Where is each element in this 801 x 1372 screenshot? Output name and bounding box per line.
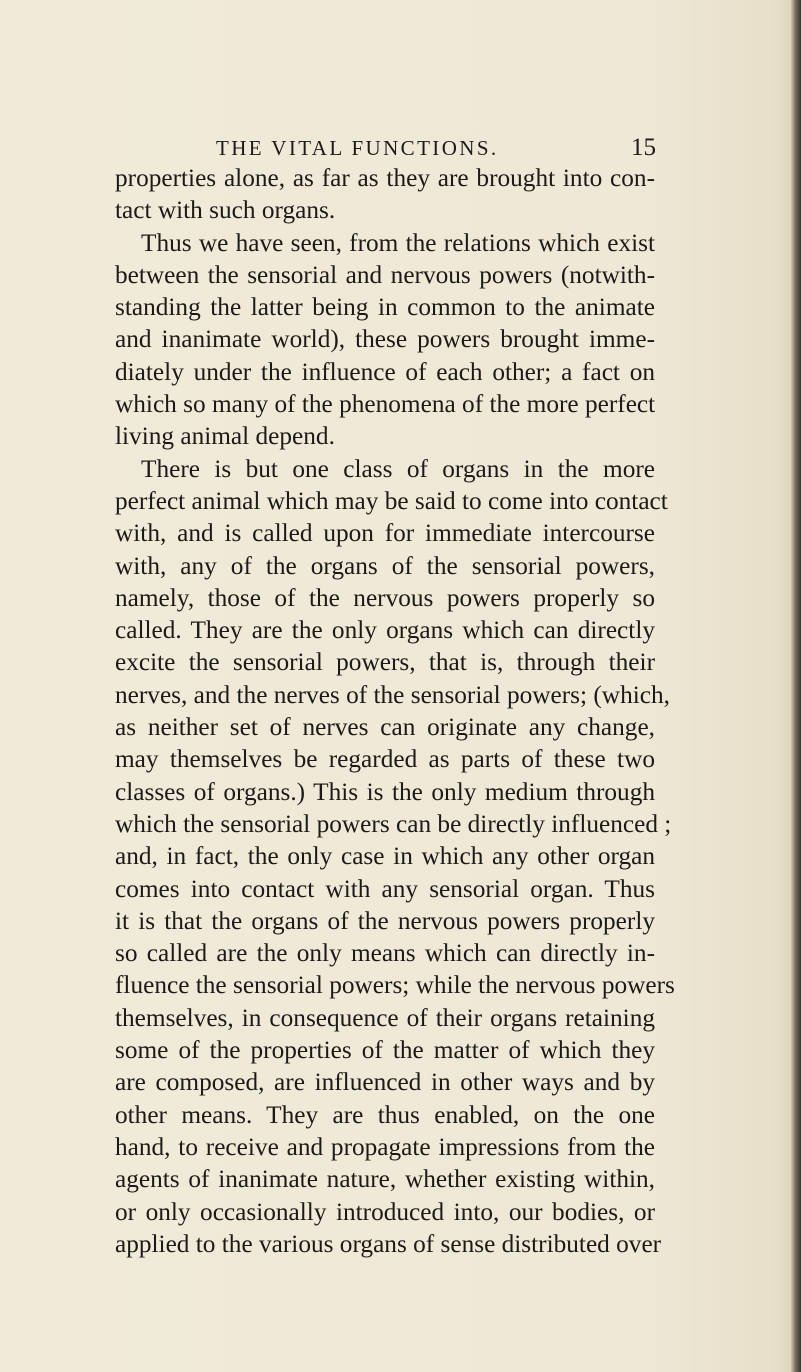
text-line: agents of inanimate nature, whether existing within, bbox=[115, 1165, 655, 1194]
text-line: other means. They are thus enabled, on the one bbox=[115, 1100, 655, 1129]
page-edge-shadow bbox=[791, 0, 801, 1372]
text-line: may themselves be regarded as parts of these two bbox=[115, 745, 655, 774]
text-line: it is that the organs of the nervous powers properly bbox=[115, 906, 655, 935]
text-line: or only occasionally introduced into, our bodies, or bbox=[115, 1197, 655, 1226]
text-line: and, in fact, the only case in which any other organ bbox=[115, 842, 655, 871]
text-line: with, and is called upon for immediate intercourse bbox=[115, 519, 655, 548]
text-line: with, any of the organs of the sensorial powers, bbox=[115, 551, 655, 580]
text-line: classes of organs.) This is the only medium through bbox=[115, 777, 655, 806]
text-line: between the sensorial and nervous powers (notwith- bbox=[115, 260, 655, 289]
text-line: themselves, in consequence of their organs retaining bbox=[115, 1003, 655, 1032]
text-line: so called are the only means which can directly in- bbox=[115, 939, 655, 968]
text-line: There is but one class of organs in the more bbox=[141, 454, 655, 483]
text-line: nerves, and the nerves of the sensorial powers; (which, bbox=[115, 680, 670, 709]
text-line: called. They are the only organs which can directly bbox=[115, 616, 655, 645]
text-line: namely, those of the nervous powers properly so bbox=[115, 583, 655, 612]
text-line: and inanimate world), these powers brought imme- bbox=[115, 325, 655, 354]
text-line: some of the properties of the matter of which they bbox=[115, 1036, 655, 1065]
text-line: standing the latter being in common to the animate bbox=[115, 293, 655, 322]
text-line: applied to the various organs of sense distributed over bbox=[115, 1229, 662, 1258]
running-head bbox=[216, 136, 656, 162]
text-line: perfect animal which may be said to come into contact bbox=[115, 486, 668, 515]
running-head-title: THE VITAL FUNCTIONS. bbox=[216, 136, 499, 160]
page-number: 15 bbox=[631, 134, 656, 161]
text-line: Thus we have seen, from the relations which exist bbox=[141, 228, 655, 257]
text-line: properties alone, as far as they are brought into con- bbox=[115, 164, 655, 192]
text-line: which so many of the phenomena of the more perfect bbox=[115, 390, 656, 419]
text-line: tact with such organs. bbox=[115, 196, 336, 225]
text-line: living animal depend. bbox=[115, 422, 335, 451]
text-line: as neither set of nerves can originate any change, bbox=[115, 713, 655, 742]
text-line: comes into contact with any sensorial organ. Thus bbox=[115, 874, 655, 903]
text-line: diately under the influence of each other; a fact on bbox=[115, 357, 655, 386]
text-line: fluence the sensorial powers; while the nervous powers bbox=[115, 971, 675, 1000]
text-line: are composed, are influenced in other ways and by bbox=[115, 1068, 655, 1097]
text-line: excite the sensorial powers, that is, through their bbox=[115, 648, 655, 677]
text-line: which the sensorial powers can be directly influenced ; bbox=[115, 809, 672, 838]
text-line: hand, to receive and propagate impressions from the bbox=[115, 1132, 655, 1161]
body-text bbox=[115, 162, 675, 1260]
